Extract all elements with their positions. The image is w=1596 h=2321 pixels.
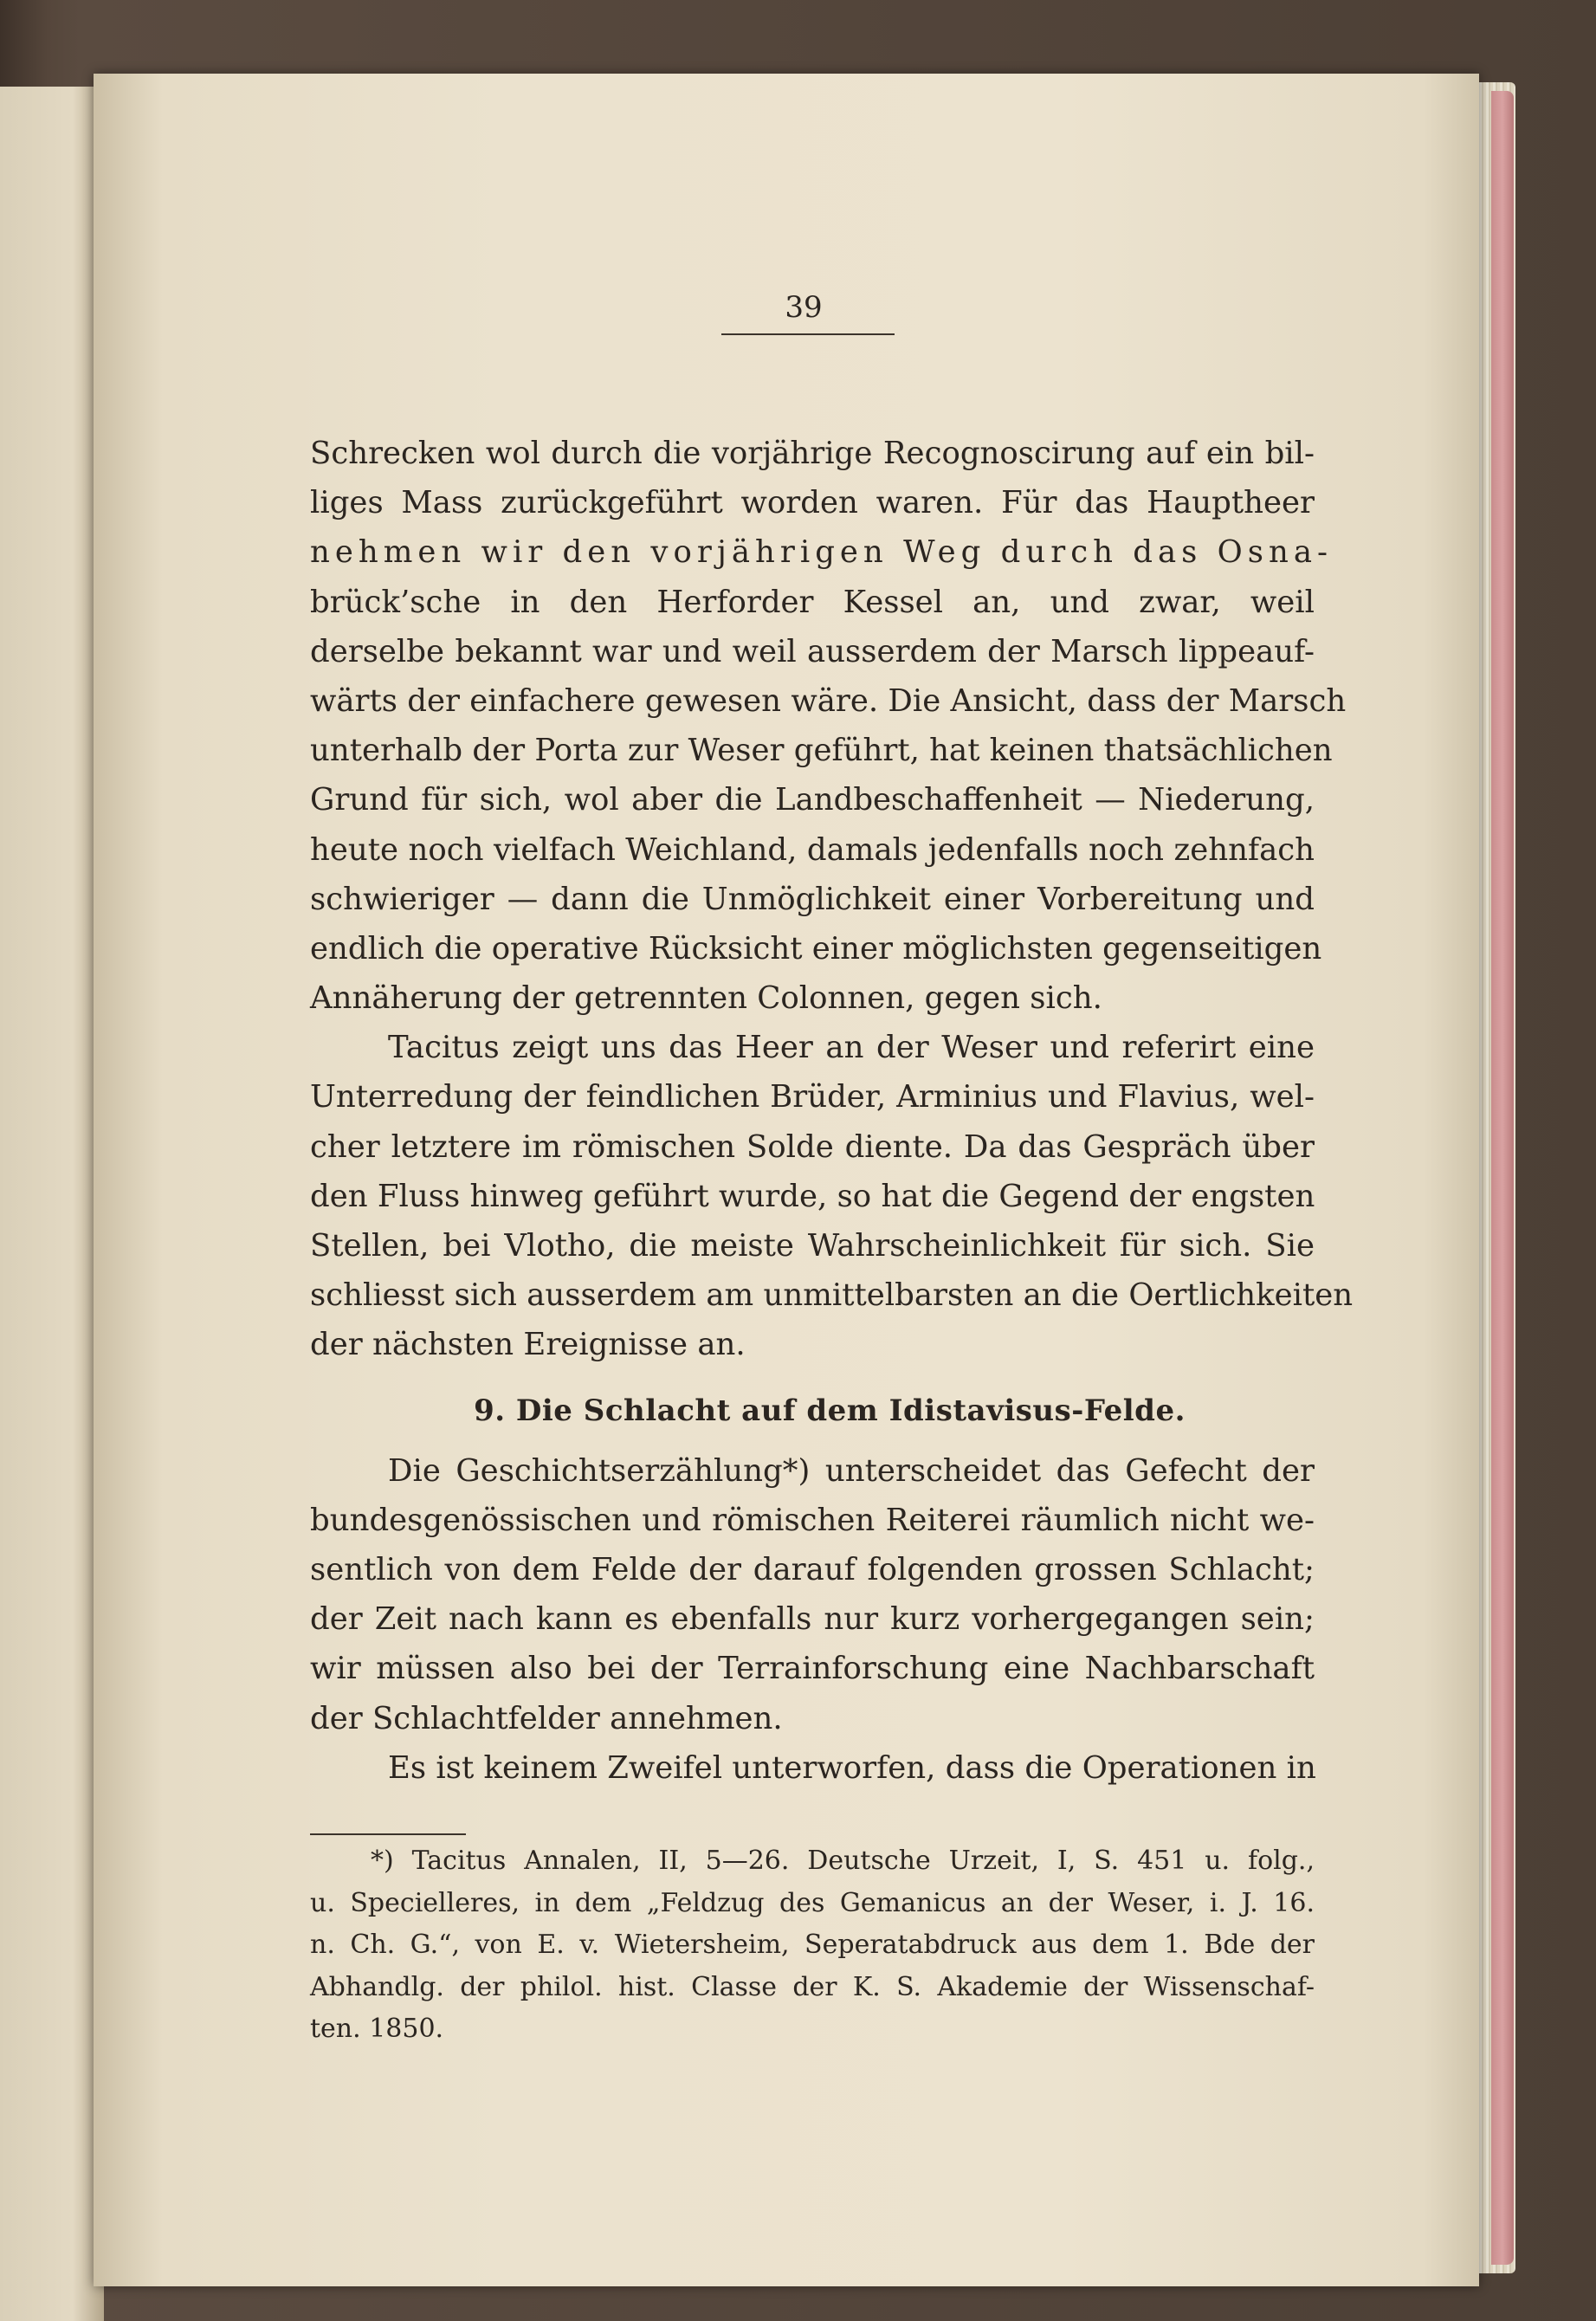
body-text bbox=[310, 429, 1354, 1793]
book-page bbox=[94, 74, 1479, 2286]
footnote-line: u. Specielleres, in dem „Feldzug des Gemanicus an der Weser, i. J. 16. bbox=[310, 1887, 1315, 1918]
text-line: der Zeit nach kann es ebenfalls nur kurz vorhergegangen sein; bbox=[310, 1601, 1315, 1638]
footnote-line: n. Ch. G.“, von E. v. Wietersheim, Seperatabdruck aus dem 1. Bde der bbox=[310, 1930, 1315, 1960]
text-line: wärts der einfachere gewesen wäre. Die Ansicht, dass der Marsch bbox=[310, 682, 1347, 719]
footnote-line: *) Tacitus Annalen, II, 5—26. Deutsche Urzeit, I, S. 451 u. folg., bbox=[371, 1846, 1315, 1876]
previous-page-edge bbox=[0, 87, 104, 2321]
text-line: sentlich von dem Felde der darauf folgenden grossen Schlacht; bbox=[310, 1551, 1315, 1587]
page-number: 39 bbox=[785, 290, 823, 325]
text-line: Stellen, bei Vlotho, die meiste Wahrscheinlichkeit für sich. Sie bbox=[310, 1228, 1315, 1264]
header-rule bbox=[721, 333, 895, 335]
footnote-line: Abhandlg. der philol. hist. Classe der K. S. Akademie der Wissenschaf- bbox=[310, 1971, 1315, 2002]
footnote-rule bbox=[310, 1833, 466, 1835]
book-edge-red bbox=[1491, 91, 1514, 2265]
text-line: wir müssen also bei der Terrainforschung eine Nachbarschaft bbox=[310, 1651, 1315, 1687]
text-line: den Fluss hinweg geführt wurde, so hat die Gegend der engsten bbox=[310, 1178, 1315, 1214]
text-line: schliesst sich ausserdem am unmittelbarsten an die Oertlichkeiten bbox=[310, 1277, 1354, 1314]
text-line: schwieriger — dann die Unmöglichkeit einer Vorbereitung und bbox=[310, 881, 1315, 917]
text-line: Tacitus zeigt uns das Heer an der Weser und referirt eine bbox=[388, 1030, 1315, 1066]
section-heading: 9. Die Schlacht auf dem Idistavisus-Felde. bbox=[474, 1393, 1186, 1428]
text-line: brück’sche in den Herforder Kessel an, und zwar, weil bbox=[310, 584, 1315, 620]
text-line: liges Mass zurückgeführt worden waren. Für das Hauptheer bbox=[310, 485, 1315, 521]
text-line: der nächsten Ereignisse an. bbox=[310, 1327, 746, 1363]
text-line: unterhalb der Porta zur Weser geführt, hat keinen thatsächlichen bbox=[310, 733, 1333, 769]
text-line: Die Geschichtserzählung*) unterscheidet das Gefecht der bbox=[388, 1452, 1315, 1489]
text-line: Unterredung der feindlichen Brüder, Arminius und Flavius, wel- bbox=[310, 1079, 1315, 1115]
text-line: derselbe bekannt war und weil ausserdem der Marsch lippeauf- bbox=[310, 633, 1315, 669]
footnote-line: ten. 1850. bbox=[310, 2014, 444, 2044]
text-line: bundesgenössischen und römischen Reiterei räumlich nicht we- bbox=[310, 1502, 1315, 1538]
text-line: nehmen wir den vorjährigen Weg durch das Osna- bbox=[310, 534, 1334, 571]
footnote bbox=[310, 1840, 1315, 2051]
text-line: Grund für sich, wol aber die Landbeschaffenheit — Niederung, bbox=[310, 782, 1315, 818]
text-line: heute noch vielfach Weichland, damals jedenfalls noch zehnfach bbox=[310, 831, 1315, 868]
text-line: Annäherung der getrennten Colonnen, gegen sich. bbox=[310, 980, 1102, 1017]
text-line: Schrecken wol durch die vorjährige Recognoscirung auf ein bil- bbox=[310, 436, 1315, 471]
text-line: cher letztere im römischen Solde diente. Da das Gespräch über bbox=[310, 1128, 1315, 1165]
text-line: endlich die operative Rücksicht einer möglichsten gegenseitigen bbox=[310, 930, 1322, 967]
text-line: Es ist keinem Zweifel unterworfen, dass die Operationen in bbox=[388, 1749, 1316, 1786]
text-line: der Schlachtfelder annehmen. bbox=[310, 1700, 783, 1736]
